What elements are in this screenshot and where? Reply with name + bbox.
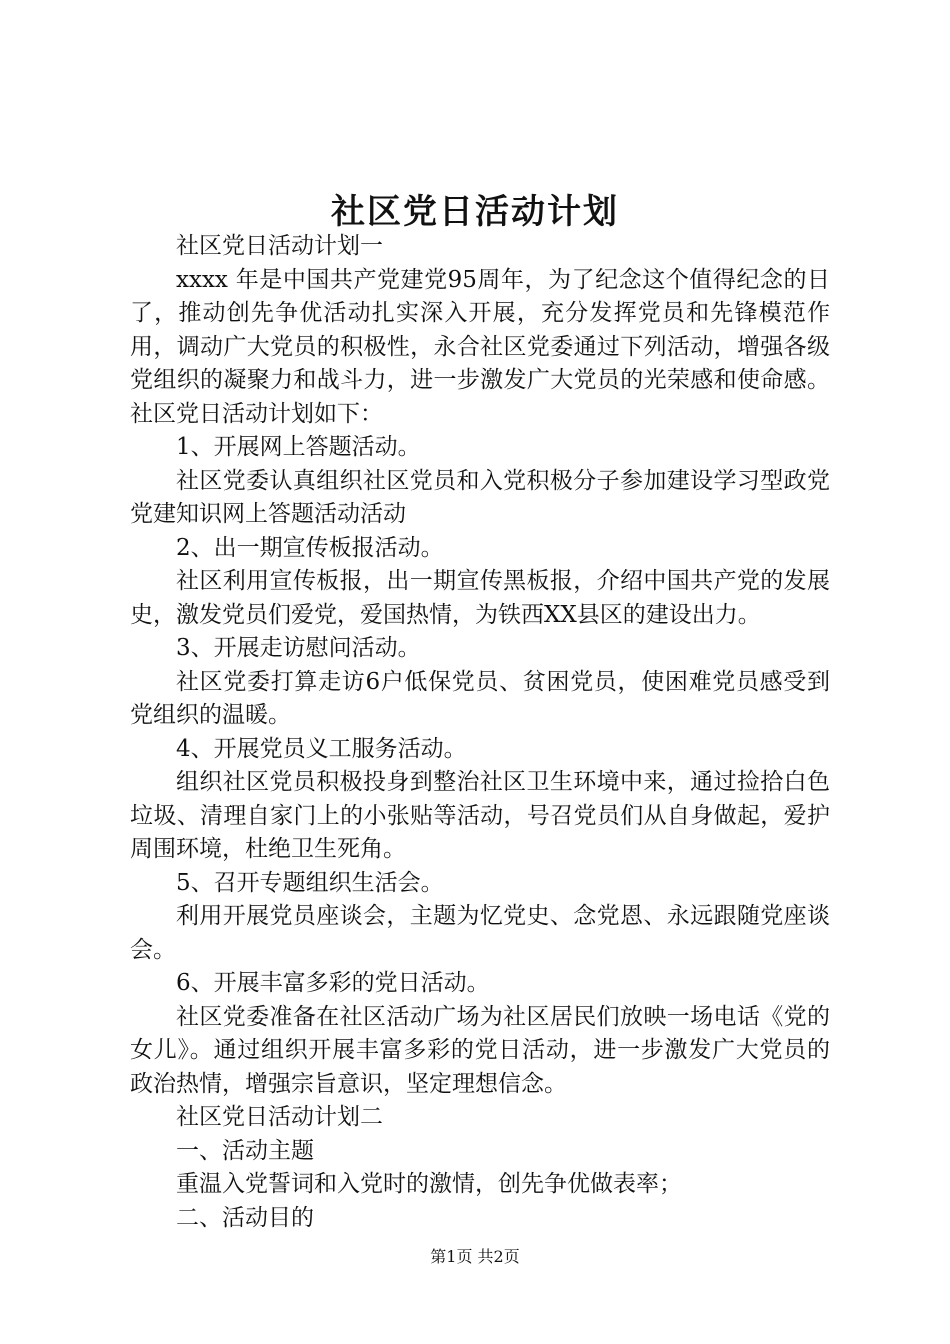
paragraph: 社区党日活动计划一 bbox=[176, 233, 383, 259]
paragraph: 利用开展党员座谈会，主题为忆党史、念党恩、永远跟随党座谈会。 bbox=[130, 903, 830, 963]
paragraph: 社区党委打算走访6户低保党员、贫困党员，使困难党员感受到党组织的温暖。 bbox=[130, 668, 830, 728]
document-body bbox=[130, 230, 830, 1235]
paragraph: 重温入党誓词和入党时的激情，创先争优做表率； bbox=[176, 1171, 682, 1197]
paragraph: 5、召开专题组织生活会。 bbox=[176, 869, 444, 896]
paragraph: 二、活动目的 bbox=[176, 1204, 314, 1231]
paragraph: 4、开展党员义工服务活动。 bbox=[176, 735, 467, 762]
paragraph: 社区利用宣传板报，出一期宣传黑板报，介绍中国共产党的发展史，激发党员们爱党，爱国热情，为铁西XX县区的建设出力。 bbox=[130, 568, 830, 628]
paragraph: 社区党委认真组织社区党员和入党积极分子参加建设学习型政党党建知识网上答题活动活动 bbox=[130, 467, 830, 527]
paragraph: 6、开展丰富多彩的党日活动。 bbox=[176, 970, 490, 996]
paragraph: xxxx 年是中国共产党建党95周年，为了纪念这个值得纪念的日了，推动创先争优活动扎实深入开展，充分发挥党员和先锋模范作用，调动广大党员的积极性，永合社区党委通过下列活动，增强各级党组织的凝聚力和战斗力，进一步激发广大党员的光荣感和使命感。社区党日活动计划如下： bbox=[130, 266, 830, 427]
paragraph: 2、出一期宣传板报活动。 bbox=[176, 534, 444, 561]
page-footer: 第1页 共2页 bbox=[430, 1247, 520, 1266]
document-title: 社区党日活动计划 bbox=[331, 192, 619, 232]
paragraph: 一、活动主题 bbox=[176, 1137, 314, 1164]
paragraph: 组织社区党员积极投身到整治社区卫生环境中来，通过捡拾白色垃圾、清理自家门上的小张贴等活动，号召党员们从自身做起，爱护周围环境，杜绝卫生死角。 bbox=[130, 769, 830, 862]
paragraph: 社区党委准备在社区活动广场为社区居民们放映一场电话《党的女儿》。通过组织开展丰富多彩的党日活动，进一步激发广大党员的政治热情，增强宗旨意识，坚定理想信念。 bbox=[130, 1003, 830, 1097]
paragraph: 社区党日活动计划二 bbox=[176, 1104, 383, 1130]
paragraph: 3、开展走访慰问活动。 bbox=[176, 635, 421, 661]
paragraph: 1、开展网上答题活动。 bbox=[176, 434, 421, 460]
